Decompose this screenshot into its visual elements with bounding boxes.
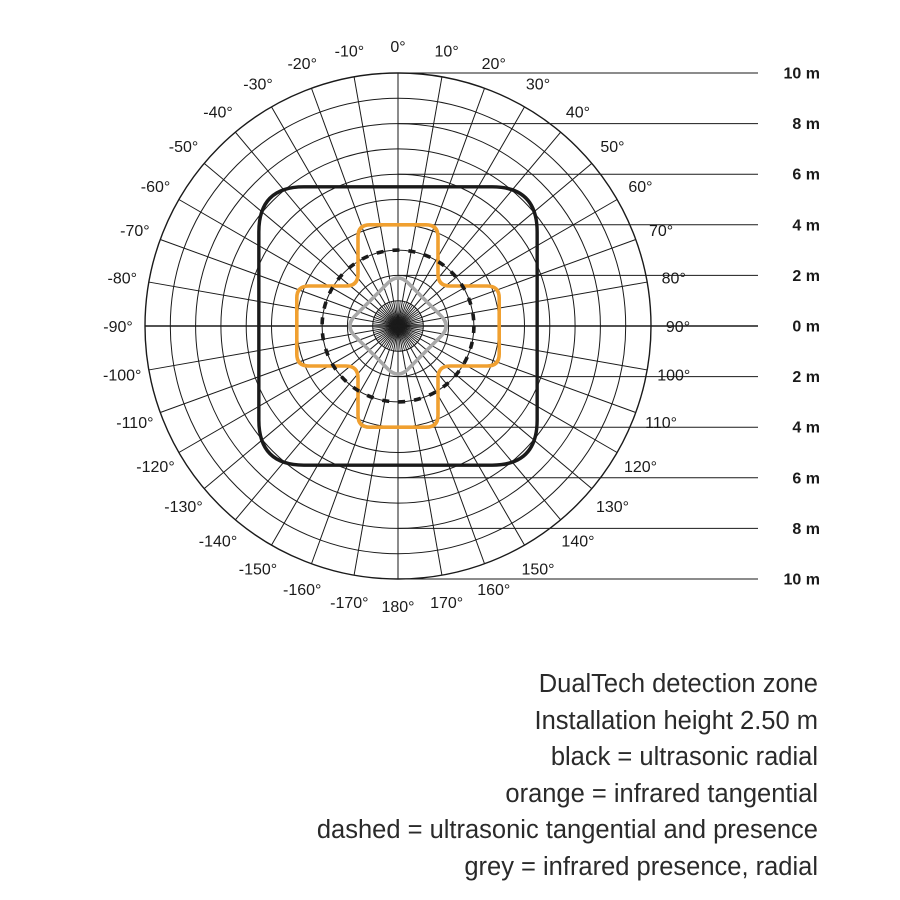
angle-label: 80° xyxy=(661,270,686,288)
range-label: 6 m xyxy=(792,470,820,488)
range-label: 10 m xyxy=(783,571,820,589)
legend-dashed: dashed = ultrasonic tangential and presence xyxy=(316,816,818,844)
angle-label: -80° xyxy=(107,270,138,288)
angle-label: 10° xyxy=(434,43,459,61)
angle-label: -100° xyxy=(103,367,142,385)
range-label: 4 m xyxy=(792,217,820,235)
angle-label: 20° xyxy=(481,55,506,73)
angle-label: 140° xyxy=(561,533,595,551)
angle-label: -90° xyxy=(103,319,133,336)
legend-orange: orange = infrared tangential xyxy=(505,779,818,808)
angle-label: -20° xyxy=(287,55,317,73)
angle-label: 0° xyxy=(390,39,406,56)
angle-label: -140° xyxy=(198,533,238,551)
range-label: 10 m xyxy=(783,65,820,83)
range-label: 8 m xyxy=(792,520,820,538)
angle-label: 90° xyxy=(665,319,691,336)
angle-label: -160° xyxy=(283,582,322,600)
angle-label: -50° xyxy=(168,139,199,157)
angle-label: 180° xyxy=(381,599,415,616)
angle-label: -130° xyxy=(164,498,203,516)
angle-label: 70° xyxy=(649,223,674,241)
angle-label: -60° xyxy=(140,179,171,196)
range-label: 2 m xyxy=(792,267,820,285)
angle-label: -30° xyxy=(243,76,273,94)
angle-label: 60° xyxy=(628,179,653,196)
range-label: 2 m xyxy=(792,369,820,387)
legend xyxy=(317,666,818,885)
range-label: 6 m xyxy=(792,166,820,184)
angle-label: 100° xyxy=(657,367,691,385)
range-labels xyxy=(784,66,820,589)
angle-label: 110° xyxy=(645,414,678,432)
legend-installation-height: Installation height 2.50 m xyxy=(534,706,818,735)
range-label: 8 m xyxy=(792,116,820,134)
angle-label: 130° xyxy=(595,498,630,516)
legend-grey: grey = infrared presence, radial xyxy=(464,852,818,881)
angle-label: 50° xyxy=(600,139,625,157)
angle-label: 160° xyxy=(477,582,511,600)
angle-label: 40° xyxy=(565,104,591,122)
range-label: 4 m xyxy=(792,419,820,437)
angle-label: -70° xyxy=(120,223,150,241)
legend-black: black = ultrasonic radial xyxy=(550,743,818,771)
angle-label: 120° xyxy=(623,459,658,476)
angle-label: -170° xyxy=(330,594,369,612)
angle-label: -110° xyxy=(116,414,154,432)
angle-label: -150° xyxy=(238,561,278,579)
angle-label: 30° xyxy=(525,76,551,94)
legend-title: DualTech detection zone xyxy=(538,670,818,698)
angle-label: -120° xyxy=(136,459,175,476)
angle-label: -10° xyxy=(334,43,365,61)
range-label: 0 m xyxy=(792,318,820,336)
angle-label: 150° xyxy=(521,561,555,579)
angle-label: 170° xyxy=(430,594,464,612)
angle-label: -40° xyxy=(203,104,233,122)
